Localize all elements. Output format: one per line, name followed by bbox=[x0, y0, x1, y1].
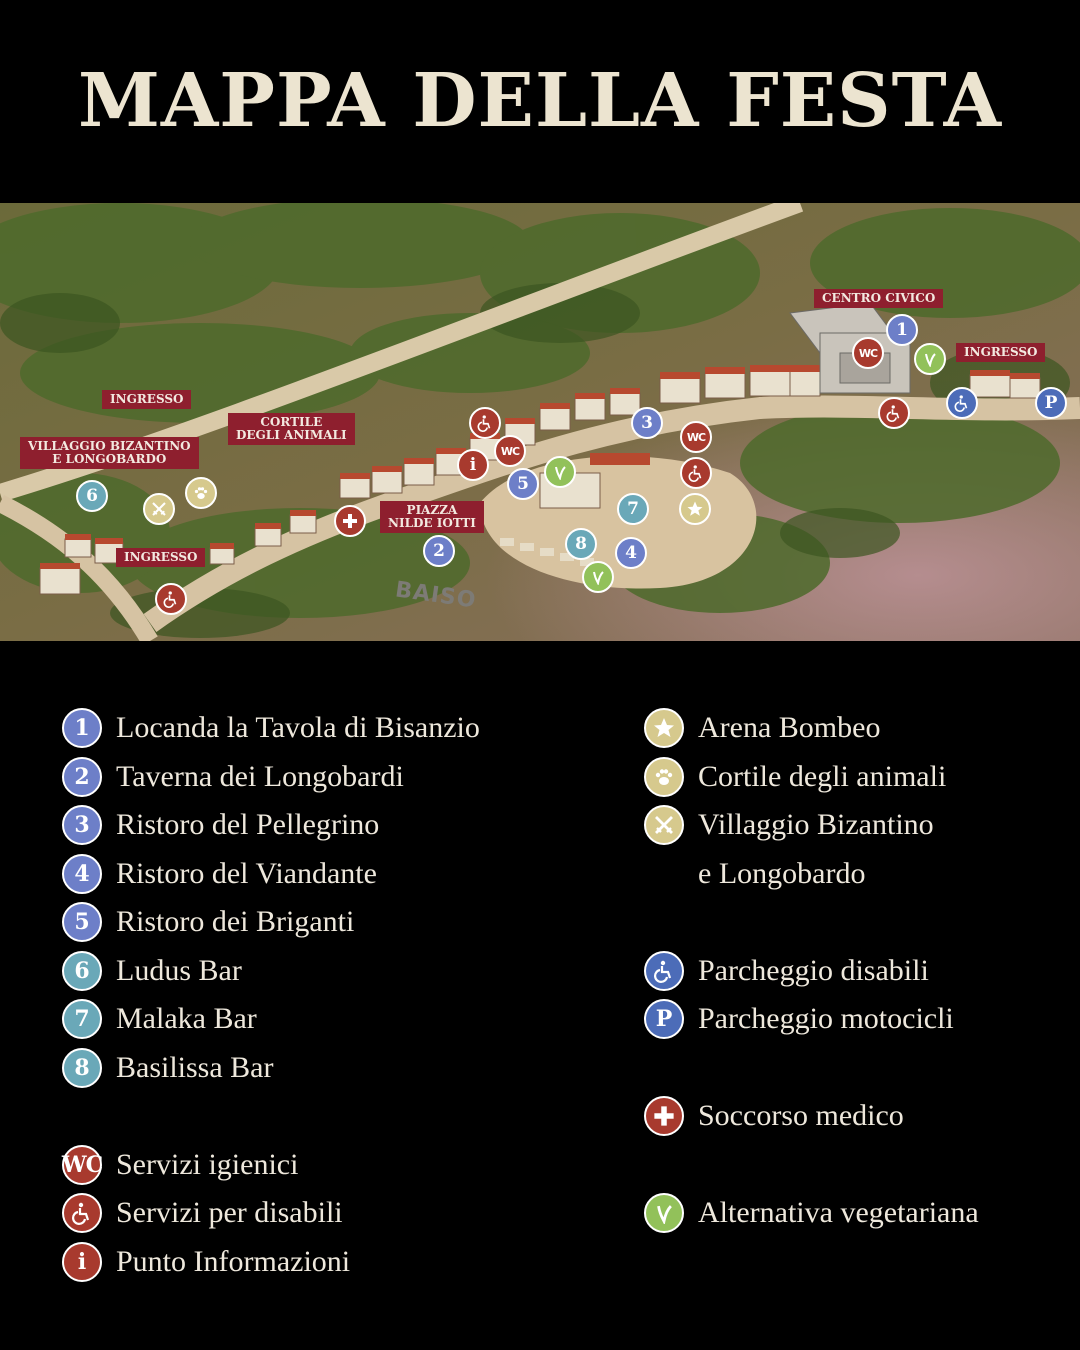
map-pin-medical[interactable] bbox=[334, 505, 366, 537]
leaf-icon bbox=[644, 1193, 684, 1233]
legend-label: Arena Bombeo bbox=[698, 711, 881, 745]
wheelchair-icon bbox=[687, 464, 705, 482]
crossed-swords-icon bbox=[150, 500, 168, 518]
info-icon: i bbox=[62, 1242, 102, 1282]
legend-item[interactable] bbox=[62, 1238, 480, 1287]
leaf-icon bbox=[922, 351, 938, 367]
map-pin-wc[interactable]: WC bbox=[680, 421, 712, 453]
wc-icon: WC bbox=[62, 1145, 102, 1185]
wheelchair-icon bbox=[62, 1193, 102, 1233]
wheelchair-icon bbox=[476, 414, 494, 432]
leaf-icon bbox=[552, 464, 568, 480]
legend-label: Soccorso medico bbox=[698, 1099, 904, 1133]
legend-label: Ristoro dei Briganti bbox=[116, 905, 355, 939]
paw-icon bbox=[644, 757, 684, 797]
legend-label: Servizi igienici bbox=[116, 1147, 299, 1181]
map-pin-3[interactable]: 3 bbox=[631, 407, 663, 439]
map-pin-disabled-services[interactable] bbox=[469, 407, 501, 439]
map-pin-info[interactable]: i bbox=[457, 449, 489, 481]
number-5-icon: 5 bbox=[62, 902, 102, 942]
legend-item[interactable] bbox=[62, 1044, 480, 1093]
legend-item[interactable] bbox=[644, 801, 979, 850]
legend-item[interactable] bbox=[644, 947, 979, 996]
legend-item[interactable] bbox=[644, 1092, 979, 1141]
map-pin-moto-parking[interactable]: P bbox=[1035, 387, 1067, 419]
page-title: MAPPA DELLA FESTA bbox=[77, 58, 1003, 144]
medical-cross-icon bbox=[644, 1096, 684, 1136]
leaf-icon bbox=[590, 569, 606, 585]
legend-item[interactable] bbox=[644, 753, 979, 802]
map-pin-disabled-services[interactable] bbox=[878, 397, 910, 429]
map-illustration bbox=[0, 203, 1080, 641]
wheelchair-icon bbox=[162, 590, 180, 608]
legend-label: Ristoro del Viandante bbox=[116, 856, 377, 890]
number-4-icon: 4 bbox=[62, 854, 102, 894]
legend-label: Cortile degli animali bbox=[698, 759, 947, 793]
legend-item[interactable] bbox=[62, 1189, 480, 1238]
map-label-ingresso-north: INGRESSO bbox=[102, 390, 191, 409]
legend-right bbox=[644, 704, 979, 1238]
map-label-cortile: CORTILE DEGLI ANIMALI bbox=[228, 413, 355, 445]
map-label-centro-civico: CENTRO CIVICO bbox=[814, 289, 943, 308]
legend-item[interactable] bbox=[644, 704, 979, 753]
map-label-town: BAISO bbox=[393, 577, 478, 614]
legend-label: Punto Informazioni bbox=[116, 1244, 351, 1278]
map-label-piazza: PIAZZA NILDE IOTTI bbox=[380, 501, 484, 533]
legend-left bbox=[62, 704, 480, 1286]
legend-label: Basilissa Bar bbox=[116, 1050, 274, 1084]
legend-label: Malaka Bar bbox=[116, 1002, 257, 1036]
map-pin-villaggio[interactable] bbox=[143, 493, 175, 525]
map-pin-vegetarian[interactable] bbox=[914, 343, 946, 375]
legend-item[interactable] bbox=[62, 704, 480, 753]
legend-item[interactable] bbox=[62, 947, 480, 996]
legend-label: Villaggio Bizantino bbox=[698, 808, 934, 842]
legend-item[interactable] bbox=[62, 850, 480, 899]
map-pin-disabled-services[interactable] bbox=[680, 457, 712, 489]
crossed-swords-icon bbox=[644, 805, 684, 845]
legend-label: Ludus Bar bbox=[116, 953, 242, 987]
map-pin-1[interactable]: 1 bbox=[886, 314, 918, 346]
legend-item[interactable] bbox=[62, 995, 480, 1044]
wheelchair-icon bbox=[953, 394, 971, 412]
map-pin-disabled-services[interactable] bbox=[155, 583, 187, 615]
map-pin-arena[interactable] bbox=[679, 493, 711, 525]
legend-label: Locanda la Tavola di Bisanzio bbox=[116, 711, 480, 745]
legend-label: Parcheggio disabili bbox=[698, 953, 929, 987]
map-pin-wc[interactable]: WC bbox=[852, 337, 884, 369]
map-pin-8[interactable]: 8 bbox=[565, 528, 597, 560]
legend-item[interactable] bbox=[62, 1141, 480, 1190]
legend-item[interactable] bbox=[644, 995, 979, 1044]
legend-item-continued bbox=[644, 850, 979, 899]
wheelchair-icon bbox=[644, 951, 684, 991]
number-6-icon: 6 bbox=[62, 951, 102, 991]
medical-cross-icon bbox=[342, 513, 358, 529]
number-7-icon: 7 bbox=[62, 999, 102, 1039]
legend-label: Ristoro del Pellegrino bbox=[116, 808, 380, 842]
paw-icon bbox=[192, 484, 210, 502]
star-icon bbox=[686, 500, 704, 518]
map-pin-6[interactable]: 6 bbox=[76, 480, 108, 512]
map-pin-vegetarian[interactable] bbox=[582, 561, 614, 593]
legend-label: Alternativa vegetariana bbox=[698, 1196, 979, 1230]
map-pin-wc[interactable]: WC bbox=[494, 435, 526, 467]
map-pin-7[interactable]: 7 bbox=[617, 493, 649, 525]
legend-label: Taverna dei Longobardi bbox=[116, 759, 404, 793]
festival-map[interactable] bbox=[0, 203, 1080, 641]
wheelchair-icon bbox=[885, 404, 903, 422]
legend-label: Servizi per disabili bbox=[116, 1196, 343, 1230]
legend-label: Parcheggio motocicli bbox=[698, 1002, 954, 1036]
legend-item[interactable] bbox=[62, 801, 480, 850]
legend-item[interactable] bbox=[62, 898, 480, 947]
number-2-icon: 2 bbox=[62, 757, 102, 797]
map-pin-cortile[interactable] bbox=[185, 477, 217, 509]
legend-item[interactable] bbox=[62, 753, 480, 802]
legend-label: e Longobardo bbox=[698, 856, 866, 890]
star-icon bbox=[644, 708, 684, 748]
map-pin-disabled-parking[interactable] bbox=[946, 387, 978, 419]
map-pin-5[interactable]: 5 bbox=[507, 468, 539, 500]
map-label-ingresso-east: INGRESSO bbox=[956, 343, 1045, 362]
map-pin-4[interactable]: 4 bbox=[615, 537, 647, 569]
number-1-icon: 1 bbox=[62, 708, 102, 748]
map-pin-vegetarian[interactable] bbox=[544, 456, 576, 488]
map-pin-2[interactable]: 2 bbox=[423, 535, 455, 567]
parking-icon: P bbox=[644, 999, 684, 1039]
legend-item[interactable] bbox=[644, 1189, 979, 1238]
number-8-icon: 8 bbox=[62, 1048, 102, 1088]
map-label-ingresso-south: INGRESSO bbox=[116, 548, 205, 567]
map-label-villaggio: VILLAGGIO BIZANTINO E LONGOBARDO bbox=[20, 437, 199, 469]
number-3-icon: 3 bbox=[62, 805, 102, 845]
